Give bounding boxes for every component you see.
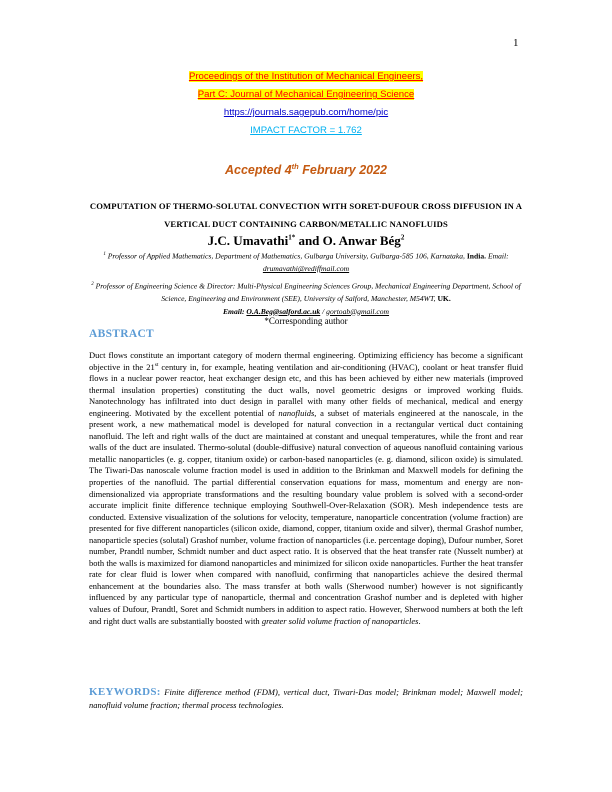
aff1-country: India.	[466, 251, 487, 261]
aff1-email-link[interactable]: drumavathi@rediffmail.com	[262, 264, 350, 274]
author-1: J.C. Umavathi	[207, 233, 289, 248]
aff2-text: Professor of Engineering Science & Director: Multi-Physical Engineering Sciences Group, Mechanical Engineering Department, School of Science, Engineering and Environment (SEE), University of Salford, Manchester, M54WT,	[93, 281, 521, 304]
impact-factor-line	[0, 125, 612, 137]
impact-factor[interactable]: IMPACT FACTOR = 1.762	[250, 125, 362, 136]
corresponding-author-note: *Corresponding author	[264, 316, 348, 326]
keywords-text: Finite difference method (FDM), vertical duct, Tiwari-Das model; Brinkman model; Maxwell model; nanofluid volume fraction; thermal process technologies.	[89, 687, 523, 710]
author-2-sup: 2	[400, 233, 405, 242]
aff2-email1-link[interactable]: O.A.Beg@salford.ac.uk	[246, 306, 321, 316]
accepted-sup: th	[291, 162, 299, 171]
abstract-body	[89, 350, 523, 627]
accepted-pre: Accepted 4	[224, 163, 292, 178]
affiliation-2	[88, 279, 524, 318]
journal-url-line	[0, 107, 612, 119]
aff2-sup: 2	[91, 282, 94, 287]
aff2-email-sep: /	[320, 306, 327, 316]
abstract-part-3: , a subset of materials engineered at the nanoscale, in the present work, a new mathematical model is developed for natural convection in a rectangular vertical duct containing nanofluid. The left and right walls of the duct are maintained at constant and unequal temperatures, while the front and rear walls of the duct are insulated. Thermo-solutal (double-diffusive) natural convection of aqueous nanofluid containing various metallic nanoparticles (e. g. copper, titanium oxide) or carbon-based nanoparticles (e. g. diamond, silicon oxide) is simulated. The Tiwari-Das nanoscale volume fraction model is used in addition to the Brinkman and Maxwell models for defining the properties of the nanofluid. The partial differential conservation equations for mass, momentum and energy are non-dimensionalized via appropriate transformations and the resulting boundary value problem is solved with a second-order accurate implicit finite difference technique employing Southwell-Over-Relaxation (SOR). Mesh independence tests are conducted. Extensive visualization of the solutions for velocity, temperature, nanoparticle concentration (volume fraction) are presented for five different nanoparticles (silicon oxide, diamond, copper, titanium oxide and silver), thermal Grashof number, nanoparticle species (solutal) Grashof number, volume fraction of nanoparticles (i.e. percentage doping), Dufour number, Soret number, Prandtl number, Schmidt number and duct aspect ratio. It is observed that the heat transfer rate (Nusselt number) at both the walls is maximized for diamond nanoparticles and minimized for silicon oxide nanoparticles. Further the heat transfer rate for clear fluid is lower when compared with nanofluid, confirming that nanoparticles achieve the desired thermal enhancement at the boundaries also. The mass transfer at both walls (Sherwood number) however is not significantly influenced by any particular type of nanoparticle, thermal and concentration Grashof number and is depleted with higher values of Dufour, Prandtl, Soret and Schmidt numbers in addition to aspect ratio. However, Sherwood numbers at both the left and right duct walls are substantially boosted with	[89, 407, 523, 626]
abstract-part-2: century in, for example, heating ventilation and air-conditioning (HVAC), coolant or heat transfer fluid flows in a nuclear power reactor, heat exchanger design etc, and this has been achieved by either new materials (improved thermal insulation properties) constituting the duct walls, novel geometric designs or improved working fluids. Nanotechnology has infiltrated into duct design in parallel with many other fields of mechanical, medical and energy engineering. Motivated by the excellent potential of	[89, 361, 523, 418]
affiliation-1	[100, 249, 512, 276]
page-number: 1	[513, 37, 519, 49]
abstract-part-1: Duct flows constitute an important category of modern thermal engineering. Optimizing efficiency has become a significant objective in the 21	[89, 350, 523, 372]
journal-name-link[interactable]: Proceedings of the Institution of Mechanical Engineers,	[188, 71, 424, 82]
aff1-sup: 1	[103, 252, 106, 257]
author-2: O. Anwar Bég	[322, 233, 401, 248]
accepted-post: February 2022	[298, 163, 388, 178]
aff2-email-label: Email:	[222, 306, 247, 316]
abstract-emphasis-2: greater solid volume fraction of nanoparticles	[261, 615, 419, 626]
abstract-emphasis-1: nanofluids	[278, 407, 315, 418]
author-1-sup: 1*	[288, 233, 296, 242]
keywords-label: KEYWORDS:	[89, 686, 161, 698]
abstract-heading: ABSTRACT	[89, 328, 155, 340]
keywords	[89, 686, 523, 711]
journal-name-line2	[0, 89, 612, 101]
aff2-email2-link[interactable]: gortoab@gmail.com	[326, 306, 390, 316]
author-and: and	[295, 233, 323, 248]
journal-url-link[interactable]: https://journals.sagepub.com/home/pic	[223, 107, 389, 118]
aff2-country: UK.	[437, 294, 451, 304]
paper-title: COMPUTATION OF THERMO-SOLUTAL CONVECTION WITH SORET-DUFOUR CROSS DIFFUSION IN A VERTICAL DUCT CONTAINING CARBON/METALLIC NANOFLUIDS	[89, 201, 523, 229]
aff1-email-label: Email:	[486, 251, 509, 261]
aff1-text: Professor of Applied Mathematics, Department of Mathematics, Gulbarga University, Gulbarga-585 106, Karnataka,	[105, 251, 467, 261]
abstract-sup: st	[154, 361, 159, 368]
author-line	[0, 233, 612, 249]
journal-part-link[interactable]: Part C: Journal of Mechanical Engineering Science	[197, 89, 415, 100]
abstract-part-4: .	[418, 615, 421, 626]
journal-name-line1	[0, 71, 612, 83]
accepted-date	[0, 162, 612, 177]
